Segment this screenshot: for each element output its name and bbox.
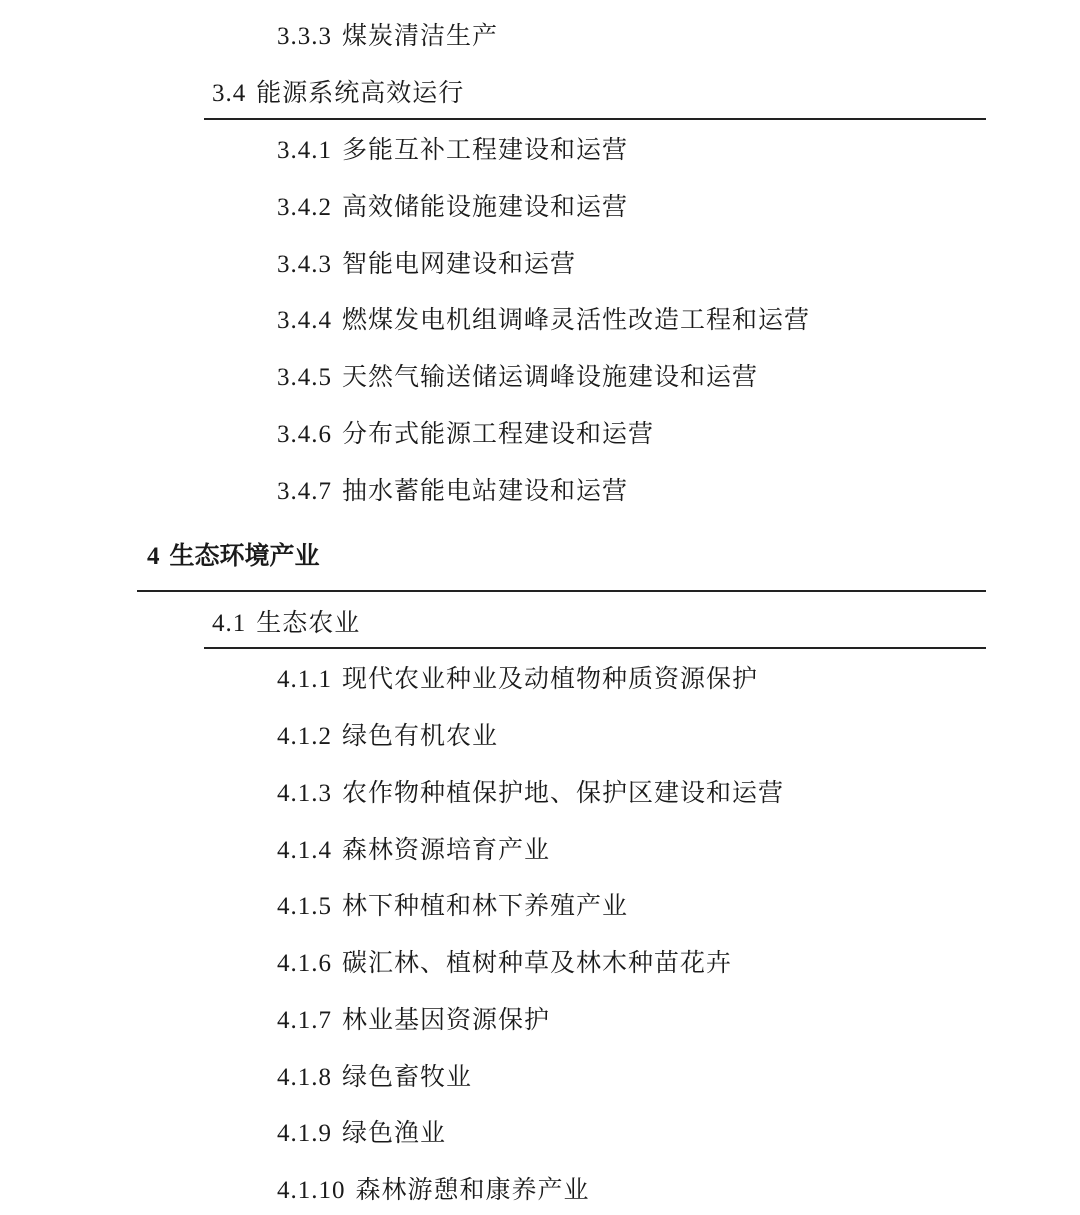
item-title: 林下种植和林下养殖产业 (342, 891, 629, 920)
toc-item (277, 659, 758, 695)
item-number: 3.4 (212, 80, 247, 107)
item-number: 4.1.10 (277, 1177, 346, 1204)
toc-item (277, 1170, 590, 1206)
item-number: 4 (147, 543, 160, 570)
item-title: 天然气输送储运调峰设施建设和运营 (342, 362, 759, 391)
toc-item (277, 300, 810, 336)
item-number: 3.4.3 (277, 251, 332, 278)
item-title: 林业基因资源保护 (342, 1005, 551, 1034)
toc-item (277, 244, 576, 280)
item-number: 3.4.2 (277, 194, 332, 221)
item-number: 3.4.7 (277, 478, 332, 505)
item-title: 抽水蓄能电站建设和运营 (342, 476, 629, 505)
item-title: 现代农业种业及动植物种质资源保护 (342, 664, 759, 693)
toc-item (277, 943, 732, 979)
divider (204, 647, 986, 649)
item-number: 3.4.1 (277, 137, 332, 164)
item-number: 4.1.1 (277, 666, 332, 693)
item-title: 煤炭清洁生产 (342, 21, 499, 50)
item-title: 森林资源培育产业 (342, 835, 551, 864)
item-title: 高效储能设施建设和运营 (342, 192, 629, 221)
toc-chapter-4 (147, 536, 320, 572)
item-title: 燃煤发电机组调峰灵活性改造工程和运营 (342, 305, 811, 334)
item-title: 生态环境产业 (169, 541, 320, 570)
item-number: 4.1 (212, 610, 247, 637)
toc-item (277, 130, 628, 166)
toc-item (277, 1113, 446, 1149)
toc-item (277, 471, 628, 507)
item-number: 4.1.5 (277, 893, 332, 920)
item-number: 4.1.3 (277, 780, 332, 807)
toc-item (277, 773, 784, 809)
item-number: 4.1.4 (277, 837, 332, 864)
item-title: 智能电网建设和运营 (342, 249, 577, 278)
item-number: 3.3.3 (277, 23, 332, 50)
item-number: 3.4.6 (277, 421, 332, 448)
item-title: 能源系统高效运行 (256, 78, 465, 107)
item-number: 4.1.2 (277, 723, 332, 750)
item-title: 绿色有机农业 (342, 721, 499, 750)
item-number: 3.4.5 (277, 364, 332, 391)
divider (204, 118, 986, 120)
item-title: 农作物种植保护地、保护区建设和运营 (342, 778, 785, 807)
item-number: 3.4.4 (277, 307, 332, 334)
item-title: 绿色畜牧业 (342, 1062, 473, 1091)
item-title: 森林游憩和康养产业 (355, 1175, 590, 1204)
item-title: 分布式能源工程建设和运营 (342, 419, 655, 448)
divider (137, 590, 986, 592)
toc-item (277, 1057, 472, 1093)
item-number: 4.1.9 (277, 1120, 332, 1147)
toc-item (277, 187, 628, 223)
item-number: 4.1.8 (277, 1064, 332, 1091)
item-title: 绿色渔业 (342, 1118, 447, 1147)
item-title: 碳汇林、植树种草及林木种苗花卉 (342, 948, 733, 977)
item-title: 生态农业 (256, 608, 361, 637)
toc-section-3-4 (212, 73, 464, 109)
item-number: 4.1.6 (277, 950, 332, 977)
item-number: 4.1.7 (277, 1007, 332, 1034)
toc-item (277, 1000, 550, 1036)
toc-item (277, 830, 550, 866)
toc-section-4-1 (212, 603, 360, 639)
toc-item (277, 414, 654, 450)
toc-item (277, 716, 498, 752)
toc-item (277, 886, 628, 922)
toc-item-3-3-3 (277, 16, 498, 52)
item-title: 多能互补工程建设和运营 (342, 135, 629, 164)
toc-item (277, 357, 758, 393)
